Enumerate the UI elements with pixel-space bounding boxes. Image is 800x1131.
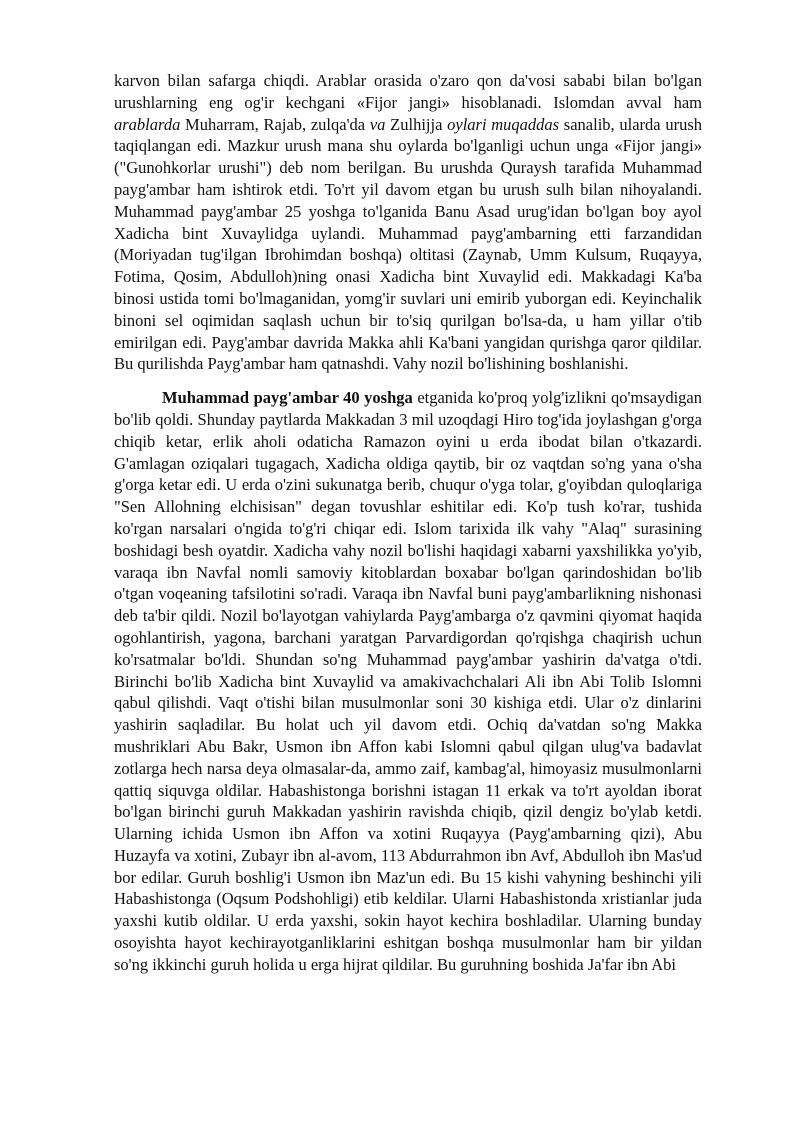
paragraph-1-text-b: Muharram, Rajab, zulqa'da (180, 114, 370, 134)
document-page (114, 70, 702, 976)
paragraph-1-italic-va: va (369, 114, 386, 134)
paragraph-1-text-c: Zulhijja (385, 114, 448, 134)
paragraph-1-italic-arablarda: arablarda (114, 114, 181, 134)
paragraph-1-text-d: sanalib, ularda urush taqiqlangan edi. Mazkur urush mana shu oylarda bo'lganligi uchun unga «Fijor jangi» ("Gunohkorlar urushi") deb nom berilgan. Bu urushda Quraysh tarafida Muhammad payg'ambar ham ishtirok etdi. To'rt yil davom etgan bu urush sulh bilan nihoyalandi. Muhammad payg'ambar 25 yoshga to'lganida Banu Asad urug'idan bo'lgan boy ayol Xadicha bint Xuvaylidga uylandi. Muhammad payg'ambarning etti farzandidan (Moriyadan tug'ilgan Ibrohimdan boshqa) oltitasi (Zaynab, Umm Kulsum, Ruqayya, Fotima, Qosim, Abdulloh)ning onasi Xadicha bint Xuvaylid edi. Makkadagi Ka'ba binosi ustida tomi bo'lmaganidan, yomg'ir suvlari uni emirib yuborgan edi. Keyinchalik binoni sel oqimidan saqlash uchun bir to'siq qurilgan bo'lsa-da, u ham yillar o'tib emirilgan edi. Payg'ambar davrida Makka ahli Ka'bani yangidan qurishga qaror qildilar. Bu qurilishda Payg'ambar ham qatnashdi. Vahy nozil bo'lishining boshlanishi. (114, 114, 702, 374)
paragraph-1 (114, 70, 702, 375)
paragraph-2-body: etganida ko'proq yolg'izlikni qo'msaydigan bo'lib qoldi. Shunday paytlarda Makkadan 3 mil uzoqdagi Hiro tog'ida joylashgan g'orga chiqib ketar, erlik aholi odaticha Ramazon oyini u erda ibodat bilan o'tkazardi. G'amlagan oziqalari tugagach, Xadicha oldiga qaytib, bir oz vaqtdan so'ng yana o'sha g'orga ketar edi. U erda o'zini sukunatga berib, chuqur o'yga tolar, g'oyibdan quloqlariga "Sen Allohning elchisisan" degan tovushlar eshitilar edi. Ko'p tush ko'rar, tushida ko'rgan narsalari o'ngida to'g'ri chiqar edi. Islom tarixida ilk vahy "Alaq" surasining boshidagi besh oyatdir. Xadicha vahy nozil bo'lishi haqidagi xabarni yaxshilikka yo'yib, varaqa ibn Navfal nomli samoviy kitoblardan boxabar bo'lgan qarindoshidan bo'lib o'tgan voqeaning tafsilotini so'radi. Varaqa ibn Navfal buni payg'ambarlikning nishonasi deb ta'bir qildi. Nozil bo'layotgan vahiylarda Payg'ambarga o'z qavmini qiyomat haqida ogohlantirish, yagona, barchani yaratgan Parvardigordan qo'rqishga chaqirish uchun ko'rsatmalar bo'ldi. Shundan so'ng Muhammad payg'ambar yashirin da'vatga o'tdi. Birinchi bo'lib Xadicha bint Xuvaylid va amakivachchalari Ali ibn Abi Tolib Islomni qabul qilishdi. Vaqt o'tishi bilan musulmonlar soni 30 kishiga etdi. Ular o'z dinlarini yashirin saqladilar. Bu holat uch yil davom etdi. Ochiq da'vatdan so'ng Makka mushriklari Abu Bakr, Usmon ibn Affon kabi Islomni qabul qilgan ulug'va badavlat zotlarga hech narsa deya olmasalar-da, ammo zaif, kambag'al, himoyasiz musulmonlarni qattiq siquvga oldilar. Habashistonga borishni istagan 11 erkak va to'rt ayoldan iborat bo'lgan birinchi guruh Makkadan yashirin ravishda chiqib, qizil dengiz bo'ylab ketdi. Ularning ichida Usmon ibn Affon va xotini Ruqayya (Payg'ambarning qizi), Abu Huzayfa va xotini, Zubayr ibn al-avom, 113 Abdurrahmon ibn Avf, Abdulloh ibn Mas'ud bor edilar. Guruh boshlig'i Usmon ibn Maz'un edi. Bu 15 kishi vahyning beshinchi yili Habashistonga (Oqsum Podshohligi) etib keldilar. Ularni Habashistonda xristianlar juda yaxshi kutib oldilar. U erda yaxshi, sokin hayot kechira boshladilar. Ularning bunday osoyishta hayot kechirayotganliklarini eshitgan boshqa musulmonlar ham bir yildan so'ng ikkinchi guruh holida u erga hijrat qildilar. Bu guruhning boshida Ja'far ibn Abi (114, 388, 702, 974)
paragraph-1-text-a: karvon bilan safarga chiqdi. Arablar orasida o'zaro qon da'vosi sababi bilan bo'lgan urushlarning eng og'ir kechgani «Fijor jangi» hisoblanadi. Islomdan avval ham (114, 71, 702, 112)
paragraph-2 (114, 387, 702, 976)
paragraph-1-italic-oylari: oylari muqaddas (447, 114, 560, 134)
paragraph-2-bold-lead: Muhammad payg'ambar 40 yoshga (162, 388, 413, 408)
